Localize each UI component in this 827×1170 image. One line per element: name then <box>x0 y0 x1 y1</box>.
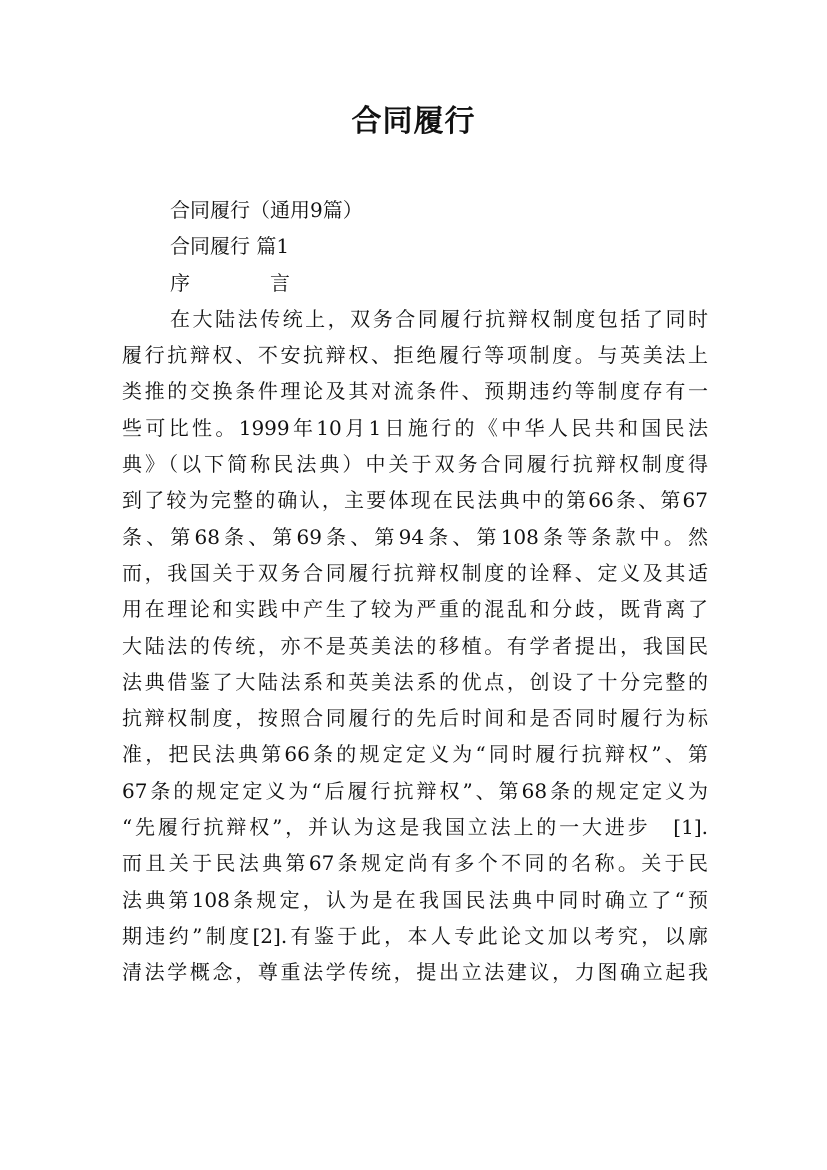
preface-label: 序 言 <box>170 270 290 295</box>
paragraph-line: 清法学概念，尊重法学传统，提出立法建议，力图确立起我 <box>122 960 708 985</box>
paragraph-line: “先履行抗辩权”，并认为这是我国立法上的一大进步 [1]. <box>122 815 708 840</box>
paragraph-line: 法典第108条规定，认为是在我国民法典中同时确立了“预 <box>122 887 708 912</box>
paragraph-line: 用在理论和实践中产生了较为严重的混乱和分歧，既背离了 <box>122 597 708 622</box>
paragraph-line: 抗辩权制度，按照合同履行的先后时间和是否同时履行为标 <box>122 706 708 731</box>
paragraph-line: 典》（以下简称民法典）中关于双务合同履行抗辩权制度得 <box>122 452 708 477</box>
section-heading: 合同履行 篇1 <box>170 234 290 259</box>
paragraph-line: 到了较为完整的确认，主要体现在民法典中的第66条、第67 <box>122 488 708 513</box>
paragraph-line: 在大陆法传统上，双务合同履行抗辩权制度包括了同时 <box>170 306 708 331</box>
paragraph-line: 67条的规定定义为“后履行抗辩权”、第68条的规定定义为 <box>122 778 708 803</box>
document-title: 合同履行 <box>351 104 476 139</box>
paragraph-line: 些可比性。1999年10月1日施行的《中华人民共和国民法 <box>122 415 708 440</box>
paragraph-line: 而且关于民法典第67条规定尚有多个不同的名称。关于民 <box>122 851 708 876</box>
paragraph-line: 大陆法的传统，亦不是英美法的移植。有学者提出，我国民 <box>122 633 708 658</box>
paragraph-line: 法典借鉴了大陆法系和英美法系的优点，创设了十分完整的 <box>122 669 708 694</box>
paragraph-line: 条、第68条、第69条、第94条、第108条等条款中。然 <box>122 524 708 549</box>
document-subtitle: 合同履行（通用9篇） <box>170 198 363 222</box>
paragraph-line: 期违约”制度[2].有鉴于此，本人专此论文加以考究，以廓 <box>122 923 708 948</box>
paragraph-line: 履行抗辩权、不安抗辩权、拒绝履行等项制度。与英美法上 <box>122 343 708 368</box>
paragraph-line: 准，把民法典第66条的规定定义为“同时履行抗辩权”、第 <box>122 742 708 767</box>
document-body <box>122 192 708 991</box>
paragraph-line: 类推的交换条件理论及其对流条件、预期违约等制度存有一 <box>122 379 708 404</box>
paragraph-line: 而，我国关于双务合同履行抗辩权制度的诠释、定义及其适 <box>122 560 708 585</box>
